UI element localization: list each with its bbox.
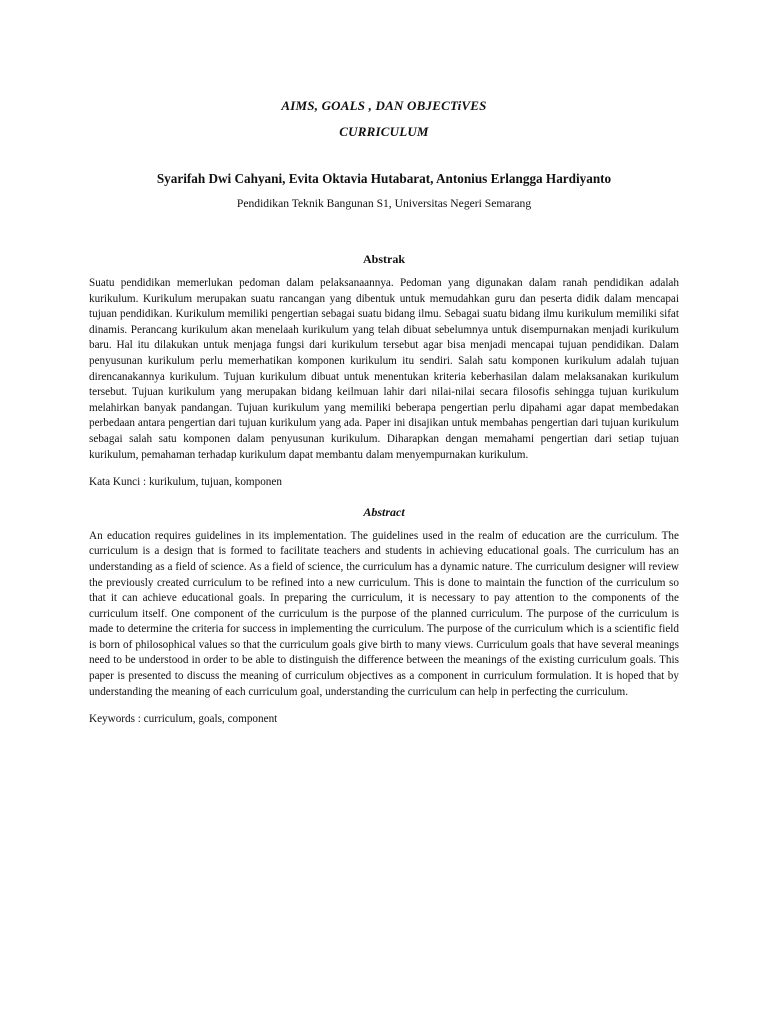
paper-title-line-2: CURRICULUM xyxy=(339,124,429,139)
paper-title xyxy=(89,93,679,145)
paper-content xyxy=(89,93,679,728)
abstract-body: An education requires guidelines in its implementation. The guidelines used in the realm of education are the curriculum. The curriculum is a design that is formed to facilitate teachers and students in achieving educational goals. The curriculum has an understanding as a field of science. As a field of science, the curriculum has a dynamic nature. The curriculum designer will review the previously created curriculum to be refined into a new curriculum. This is done to maintain the function of the curriculum so that it can achieve educational goals. In preparing the curriculum, it is necessary to pay attention to the components of the curriculum itself. One component of the curriculum is the purpose of the planned curriculum. The purpose of the curriculum is made to determine the criteria for success in implementing the curriculum. The purpose of the curriculum which is a scientific field is born of philosophical values so that the curriculum goals give birth to many views. Curriculum goals that have several meanings need to be understood in order to be able to distinguish the difference between the meanings of the existing curriculum goals. This paper is presented to discuss the meaning of curriculum objectives as a component in curriculum formulation. It is hoped that by understanding the meaning of each curriculum goal, understanding the curriculum can help in perfecting the curriculum. xyxy=(89,529,679,698)
abstrak-keywords: Kata Kunci : kurikulum, tujuan, komponen xyxy=(89,476,282,489)
paper-title-line-1: AIMS, GOALS , DAN OBJECTiVES xyxy=(281,98,487,113)
abstract-heading: Abstract xyxy=(363,504,405,519)
paper-affiliation: Pendidikan Teknik Bangunan S1, Universitas Negeri Semarang xyxy=(236,197,532,210)
paper-authors: Syarifah Dwi Cahyani, Evita Oktavia Hutabarat, Antonius Erlangga Hardiyanto xyxy=(156,171,612,186)
abstract-keywords: Keywords : curriculum, goals, component xyxy=(89,713,278,726)
abstrak-heading: Abstrak xyxy=(362,252,405,266)
abstrak-body: Suatu pendidikan memerlukan pedoman dalam pelaksanaannya. Pedoman yang digunakan dalam ranah pendidikan adalah kurikulum. Kurikulum merupakan suatu rancangan yang dibentuk untuk memudahkan guru dan peserta didik dalam mencapai tujuan pendidikan. Kurikulum memiliki pengertian sebagai suatu bidang ilmu. Sebagai suatu bidang ilmu kurikulum memiliki sifat dinamis. Perancang kurikulum akan menelaah kurikulum yang telah dibuat sebelumnya untuk disempurnakan menjadi kurikulum baru. Hal itu dilakukan untuk menjaga fungsi dari kurikulum tersebut agar bisa menjadi mencapai tujuan pendidikan. Dalam penyusunan kurikulum perlu memerhatikan komponen kurikulum itu sendiri. Salah satu komponen kurikulum adalah tujuan direncanakannya kurikulum. Tujuan kurikulum dibuat untuk menentukan kriteria keberhasilan dalam melaksanakan kurikulum tersebut. Tujuan kurikulum yang merupakan bidang keilmuan lahir dari nilai-nilai secara filosofis sehingga tujuan kurikulum melahirkan banyak pandangan. Tujuan kurikulum yang memiliki beberapa pengertian perlu dipahami agar dapat membedakan perbedaan antara pengertian dari tujuan kurikulum yang ada. Paper ini disajikan untuk membahas pengertian dari tujuan kurikulum sebagai salah satu komponen dalam penyusunan kurikulum. Diharapkan dengan memahami pengertian dari setiap tujuan kurikulum, pemahaman terhadap kurikulum dapat membantu dalam menyempurnakan kurikulum. xyxy=(89,277,679,461)
